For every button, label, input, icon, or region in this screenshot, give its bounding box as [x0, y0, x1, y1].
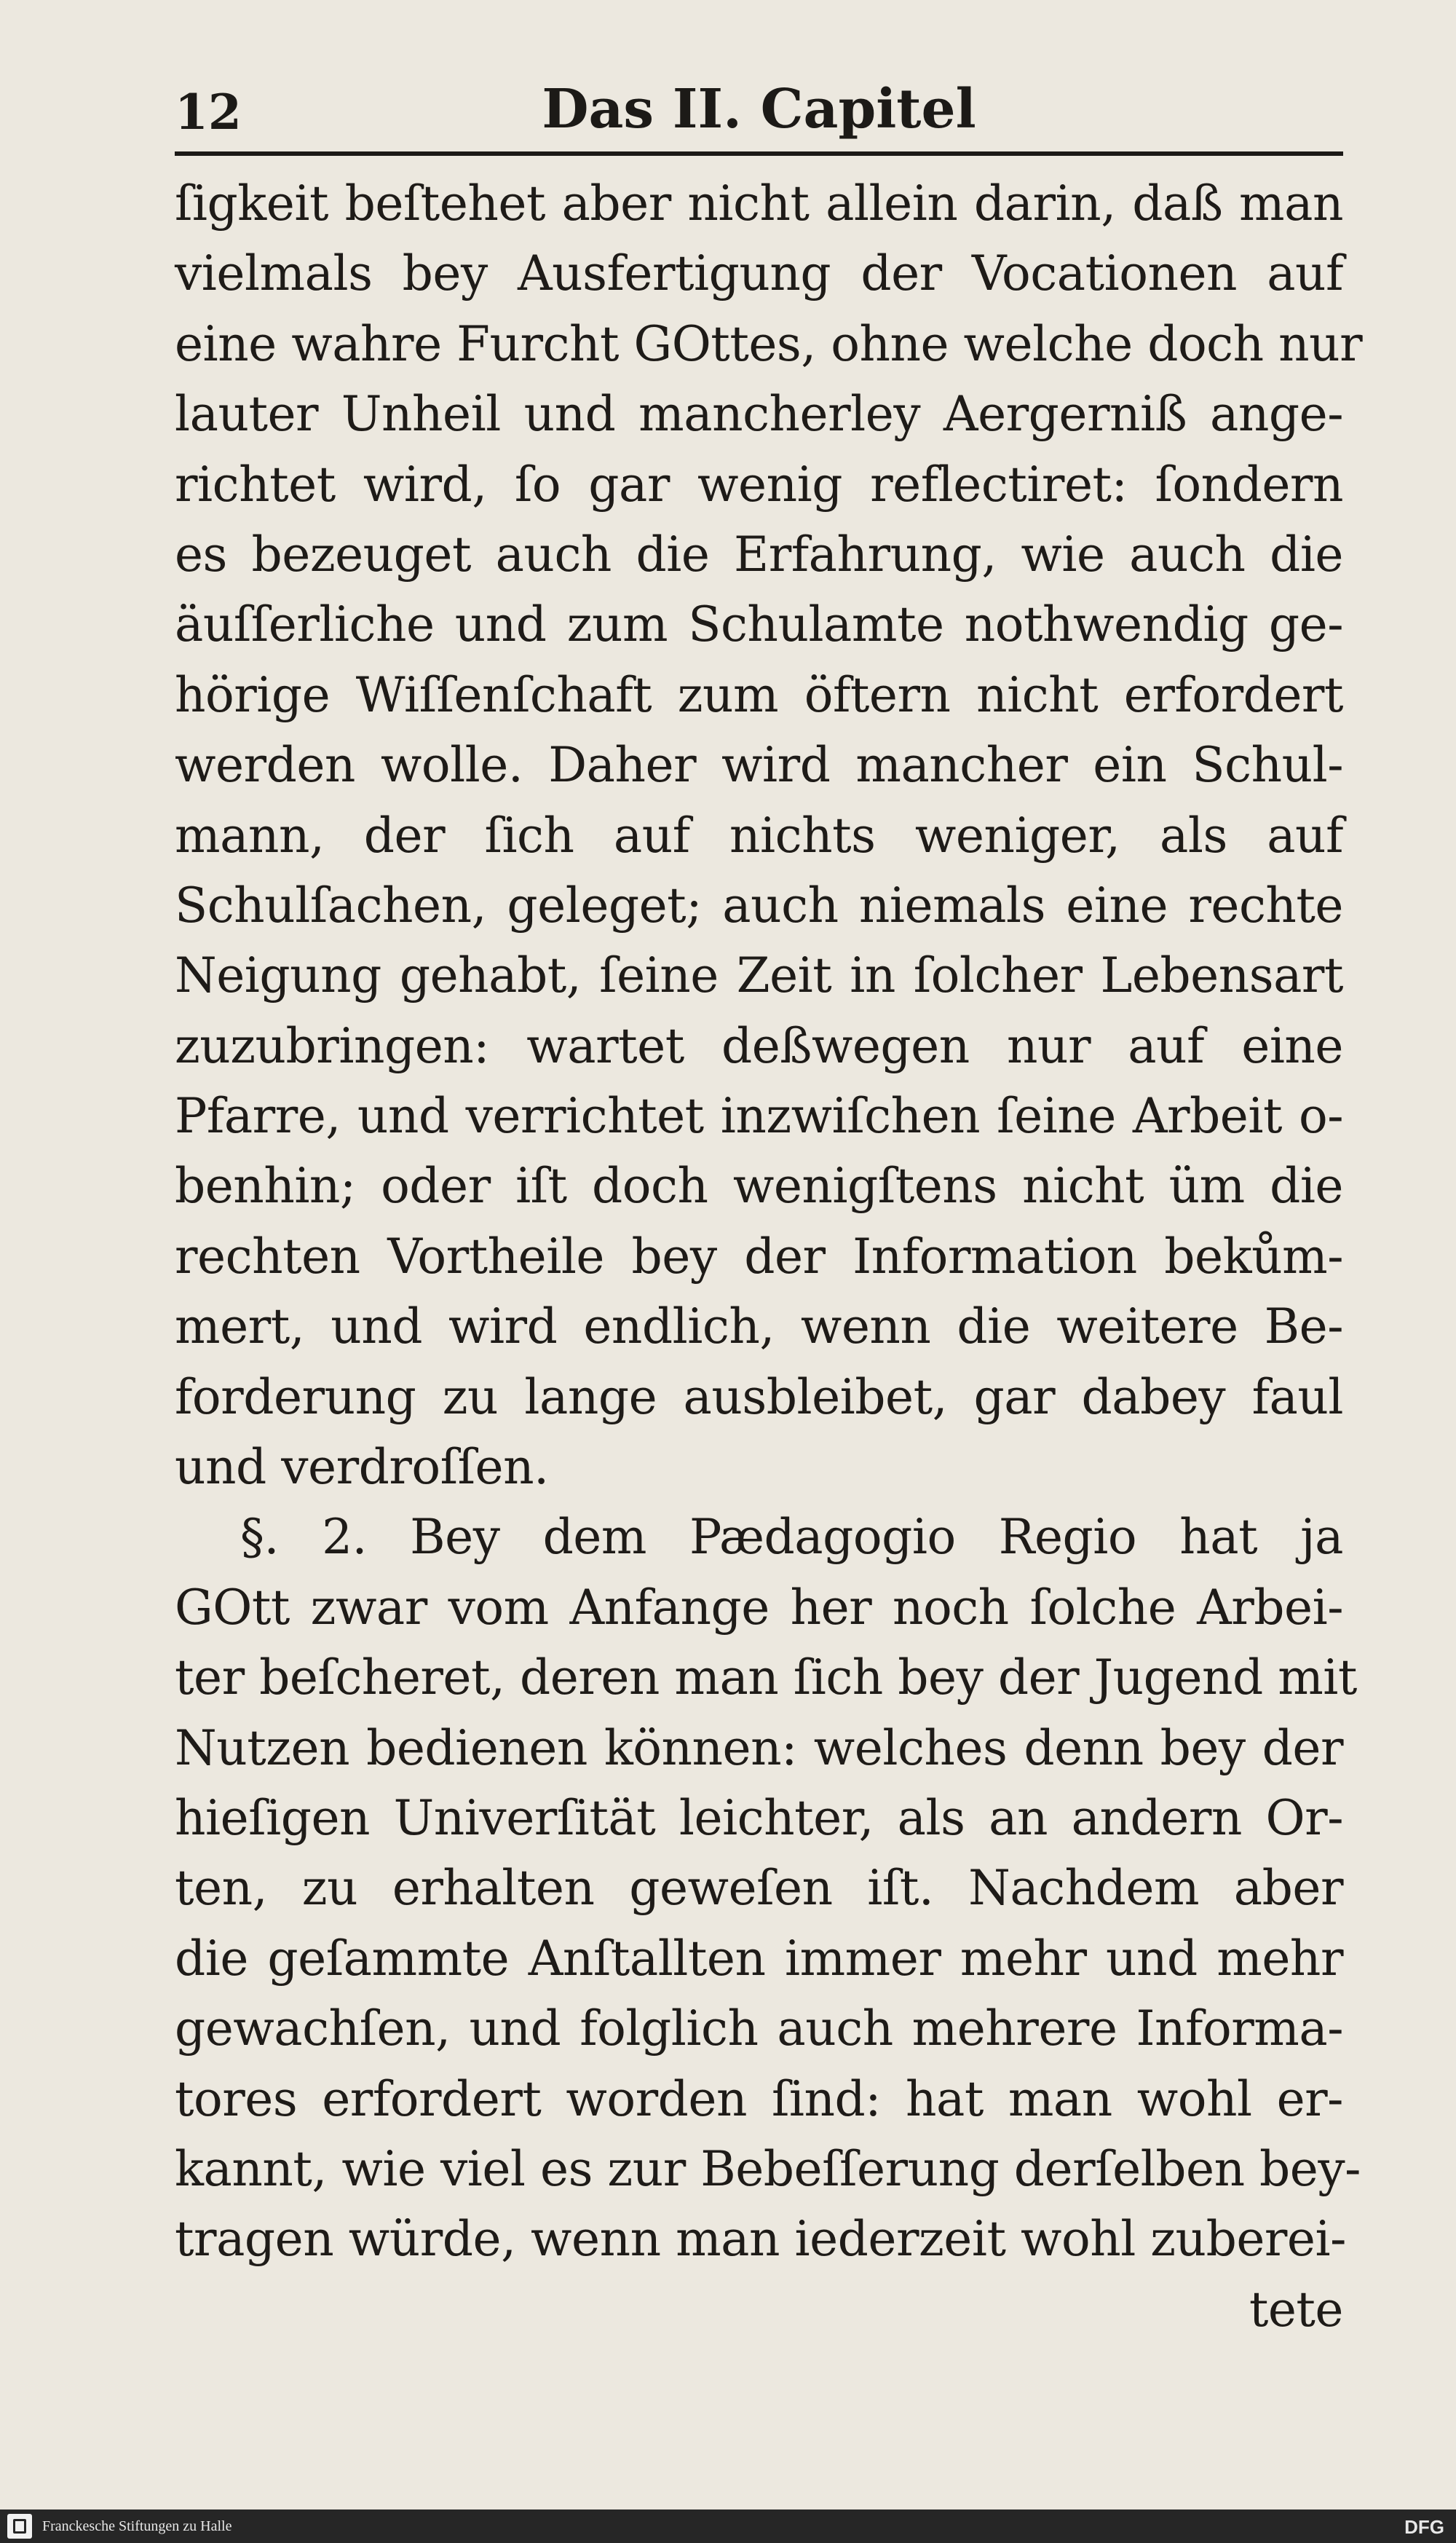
text-line: GOtt zwar vom Anfange her noch ſolche Arbei- — [175, 1579, 1343, 1636]
header-rule — [175, 151, 1343, 156]
text-line: richtet wird, ſo gar wenig reflectiret: ſondern — [175, 456, 1343, 513]
text-line: benhin; oder iſt doch wenigſtens nicht üm die — [175, 1158, 1343, 1215]
text-line: tores erfordert worden ſind: hat man wohl er- — [175, 2070, 1343, 2127]
text-line: Neigung gehabt, ſeine Zeit in ſolcher Lebensart — [175, 947, 1343, 1004]
body-text — [175, 169, 1363, 2345]
text-line: mert, und wird endlich, wenn die weitere Be- — [175, 1298, 1343, 1355]
footer-institution: Franckesche Stiftungen zu Halle — [42, 2518, 232, 2534]
text-line: eine wahre Furcht GOttes, ohne welche doch nur — [175, 315, 1363, 372]
text-line: tragen würde, wenn man iederzeit wohl zuberei- — [175, 2211, 1346, 2268]
text-line: ten, zu erhalten geweſen iſt. Nachdem aber — [175, 1860, 1343, 1917]
footer-dfg-logo: DFG — [1404, 2516, 1444, 2538]
text-line: werden wolle. Daher wird mancher ein Schul- — [175, 737, 1343, 794]
text-line: und verdroſſen. — [175, 1439, 549, 1496]
catchword: tete — [1249, 2281, 1343, 2338]
text-line: kannt, wie viel es zur Bebeſſerung derſelben bey- — [175, 2140, 1361, 2197]
text-line: hörige Wiſſenſchaft zum öftern nicht erfordert — [175, 666, 1343, 723]
text-line: die geſammte Anſtallten immer mehr und mehr — [175, 1930, 1343, 1987]
page-header — [175, 69, 1343, 149]
text-line: lauter Unheil und mancherley Aergerniß ange- — [175, 386, 1343, 443]
page-number: 12 — [175, 84, 242, 141]
text-line: vielmals bey Ausfertigung der Vocationen auf — [175, 245, 1343, 302]
text-line: es bezeuget auch die Erfahrung, wie auch die — [175, 526, 1343, 583]
text-line: Nutzen bedienen können: welches denn bey der — [175, 1719, 1343, 1776]
institution-logo-icon — [7, 2514, 32, 2539]
text-line: ter beſcheret, deren man ſich bey der Jugend mit — [175, 1649, 1357, 1706]
text-line: gewachſen, und folglich auch mehrere Informa- — [175, 2000, 1343, 2057]
text-line: Schulſachen, geleget; auch niemals eine rechte — [175, 877, 1343, 934]
text-line: Pfarre, und verrichtet inzwiſchen ſeine Arbeit o- — [175, 1088, 1343, 1145]
viewer-footer — [0, 2510, 1456, 2543]
text-line: rechten Vortheile bey der Information bekům- — [175, 1228, 1343, 1285]
text-line: zuzubringen: wartet deßwegen nur auf eine — [175, 1017, 1343, 1074]
section-heading-line: §. 2. Bey dem Pædagogio Regio hat ja — [240, 1509, 1343, 1566]
text-line: hieſigen Univerſität leichter, als an andern Or- — [175, 1789, 1343, 1846]
text-line: mann, der ſich auf nichts weniger, als auf — [175, 807, 1343, 864]
text-line: ſigkeit beſtehet aber nicht allein darin, daß man — [175, 176, 1343, 232]
running-title: Das II. Capitel — [542, 78, 976, 141]
text-line: äuſſerliche und zum Schulamte nothwendig ge- — [175, 596, 1343, 653]
text-line: forderung zu lange ausbleibet, gar dabey faul — [175, 1368, 1343, 1425]
